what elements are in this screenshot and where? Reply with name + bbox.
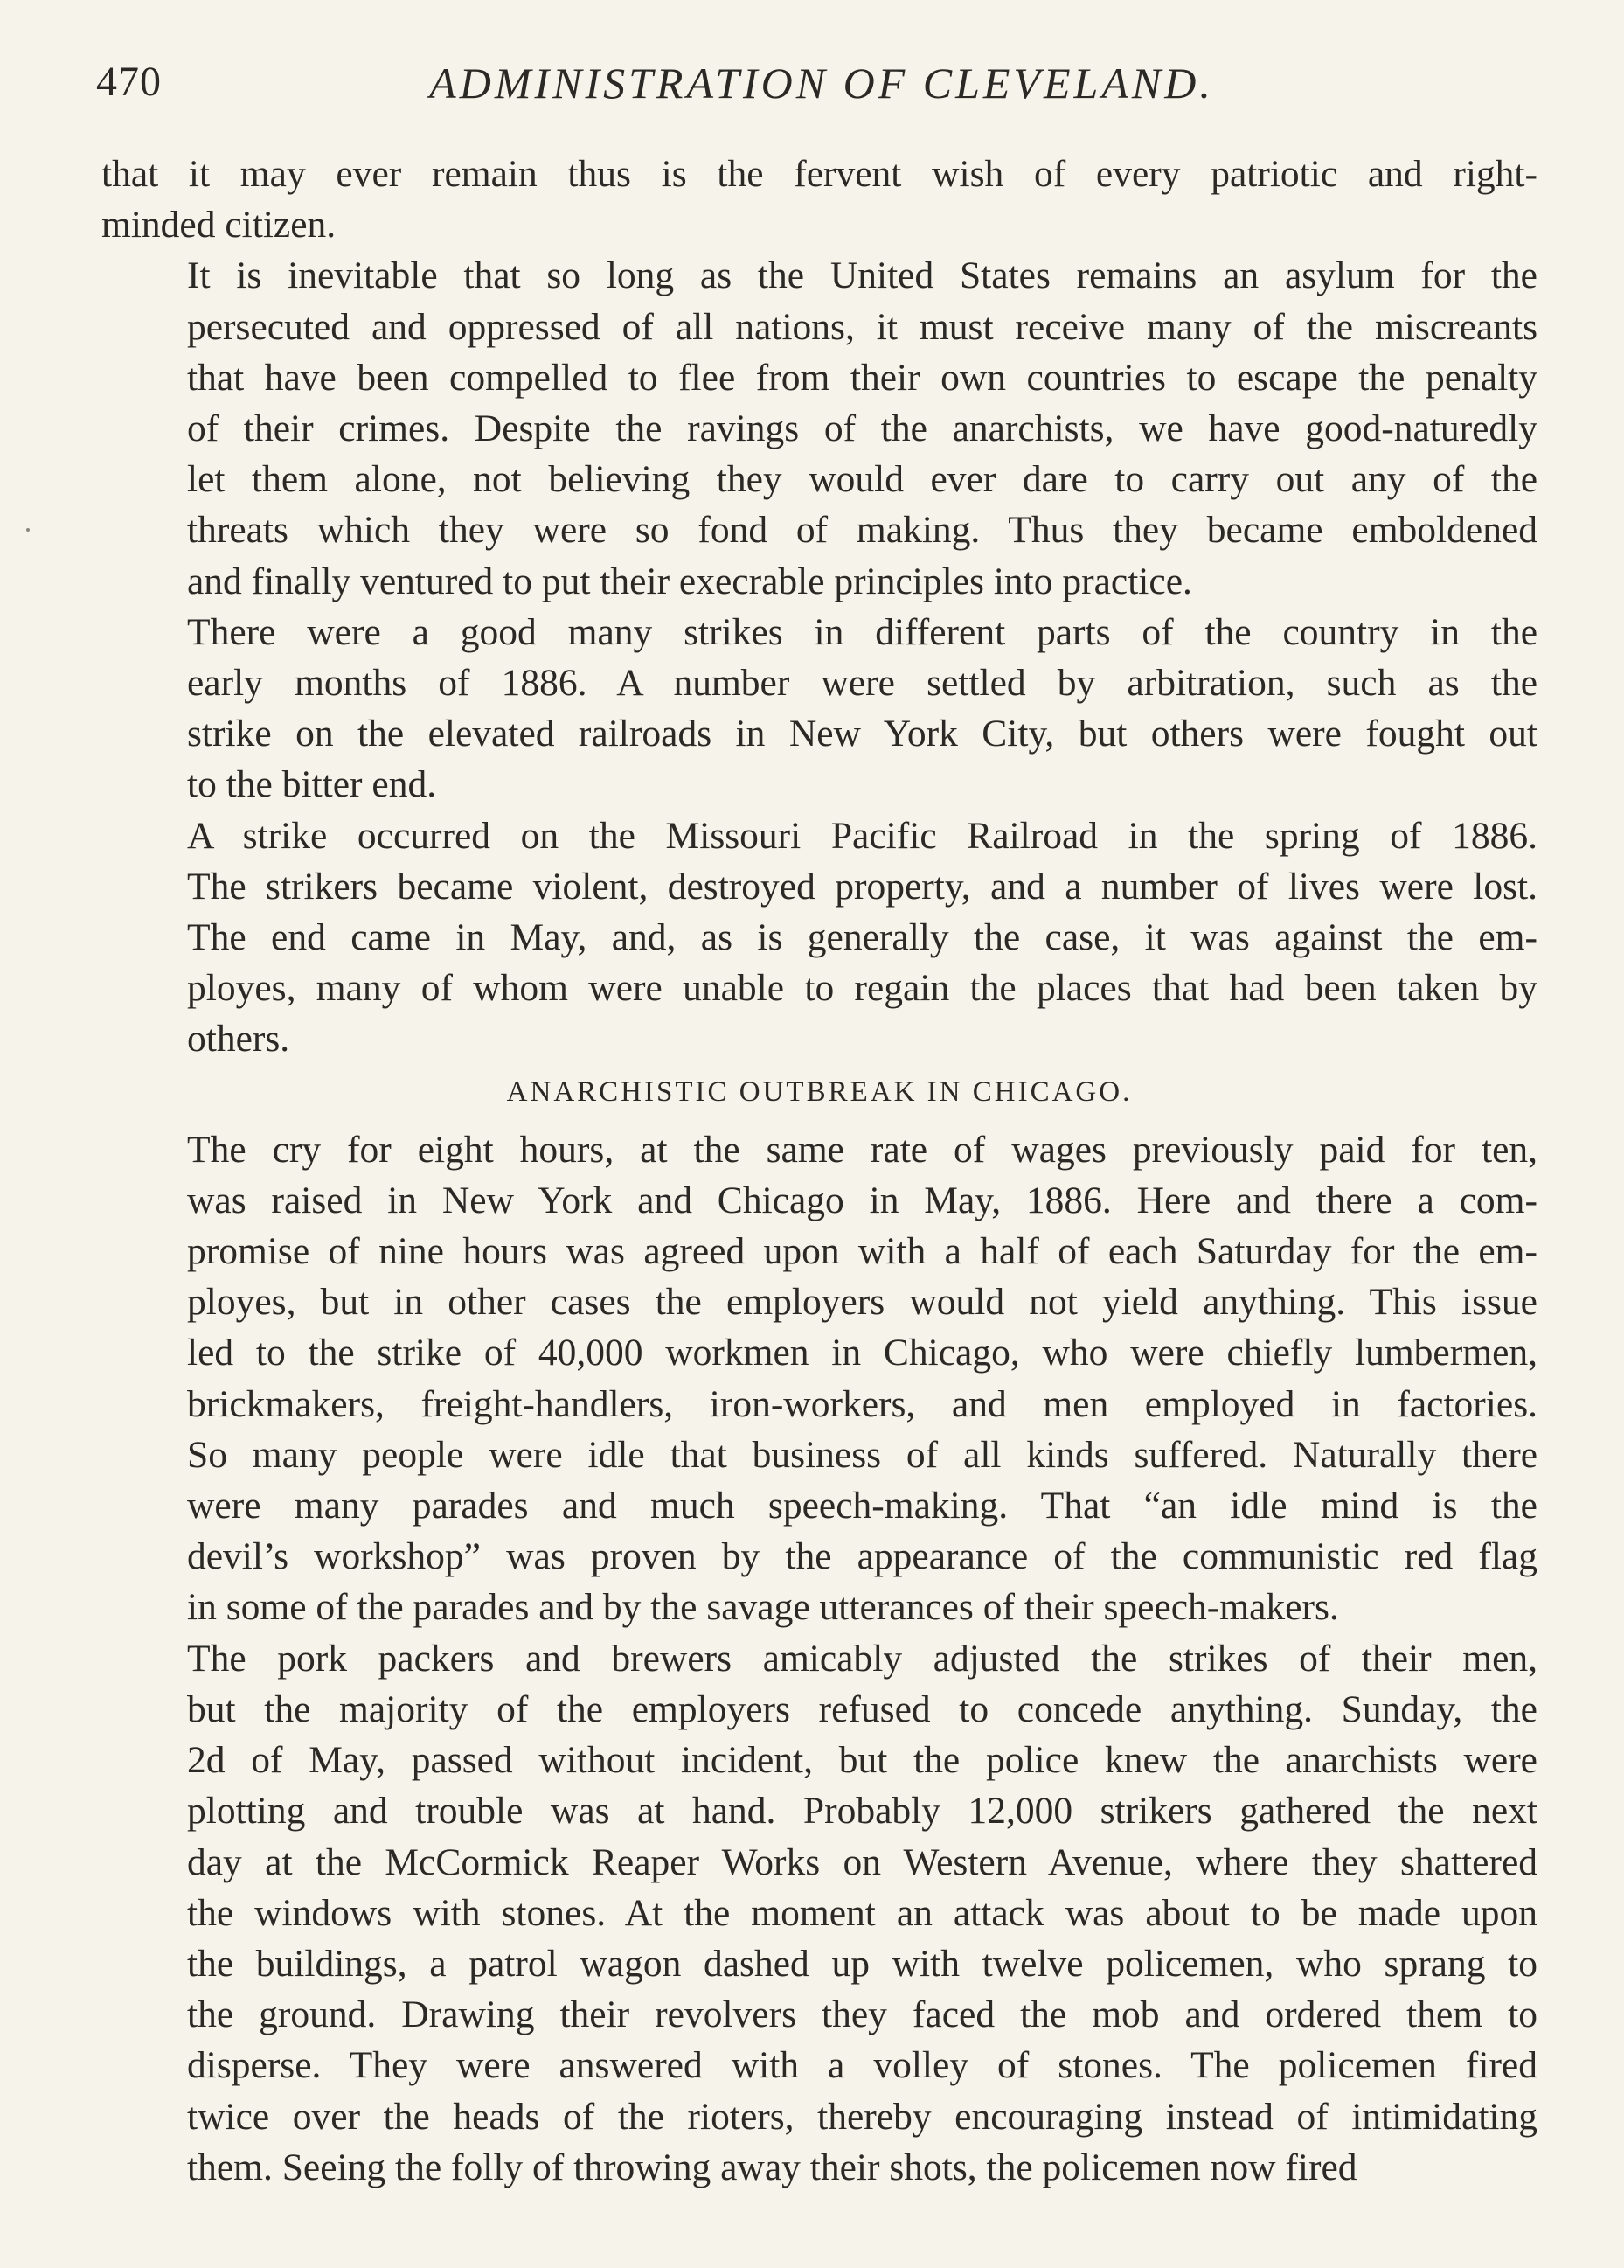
text-line: disperse. They were answered with a volley of stones. The policemen fired — [187, 2044, 1537, 2087]
text-line: but the majority of the employers refused to concede anything. Sunday, the — [187, 1687, 1537, 1730]
text-line: was raised in New York and Chicago in May, 1886. Here and there a com- — [187, 1179, 1537, 1221]
text-line: led to the strike of 40,000 workmen in Chicago, who were chiefly lumbermen, — [187, 1332, 1537, 1374]
text-line: that have been compelled to flee from their own countries to escape the penalty — [187, 356, 1537, 399]
section-paragraphs — [101, 1124, 1537, 2193]
text-line: others. — [187, 1018, 290, 1061]
text-line: of their crimes. Despite the ravings of the anarchists, we have good-naturedly — [187, 407, 1537, 450]
text-line: were many parades and much speech-making. That “an idle mind is the — [187, 1485, 1537, 1527]
text-line: twice over the heads of the rioters, thereby encouraging instead of intimidating — [187, 2095, 1537, 2138]
paragraph — [101, 149, 1537, 250]
text-line: the buildings, a patrol wagon dashed up with twelve policemen, who sprang to — [187, 1942, 1537, 1985]
text-line: in some of the parades and by the savage utterances of their speech-makers. — [187, 1586, 1339, 1629]
text-line: the windows with stones. At the moment an attack was about to be made upon — [187, 1891, 1537, 1934]
text-line: So many people were idle that business of all kinds suffered. Naturally there — [187, 1433, 1537, 1476]
text-line: early months of 1886. A number were settled by arbitration, such as the — [187, 662, 1537, 705]
text-line: 2d of May, passed without incident, but the police knew the anarchists were — [187, 1739, 1537, 1782]
running-title: ADMINISTRATION OF CLEVELAND. — [429, 59, 1214, 108]
text-line: to the bitter end. — [187, 763, 437, 806]
text-line: that it may ever remain thus is the fervent wish of every patriotic and right- — [101, 153, 1537, 195]
text-line: The strikers became violent, destroyed property, and a number of lives were lost. — [187, 865, 1537, 908]
body-text — [101, 149, 1537, 2193]
text-line: and finally ventured to put their execrable principles into practice. — [187, 560, 1192, 602]
text-line: day at the McCormick Reaper Works on Western Avenue, where they shattered — [187, 1840, 1537, 1883]
pre-section-paragraphs — [101, 149, 1537, 1065]
text-line: devil’s workshop” was proven by the appearance of the communistic red flag — [187, 1535, 1537, 1578]
paragraph — [101, 810, 1537, 1065]
text-line: A strike occurred on the Missouri Pacific Railroad in the spring of 1886. — [187, 814, 1537, 857]
text-line: them. Seeing the folly of throwing away their shots, the policemen now fired — [187, 2146, 1357, 2188]
text-line: plotting and trouble was at hand. Probably 12,000 strikers gathered the next — [187, 1790, 1537, 1833]
section-heading: ANARCHISTIC OUTBREAK IN CHICAGO. — [506, 1075, 1133, 1108]
text-line: ployes, but in other cases the employers would not yield anything. This issue — [187, 1281, 1537, 1324]
text-line: The end came in May, and, as is generally the case, it was against the em- — [187, 916, 1537, 959]
page-number: 470 — [96, 59, 162, 105]
text-line: ployes, many of whom were unable to regain the places that had been taken by — [187, 967, 1537, 1010]
text-line: promise of nine hours was agreed upon with a half of each Saturday for the em- — [187, 1230, 1537, 1273]
text-line: persecuted and oppressed of all nations, it must receive many of the miscreants — [187, 305, 1537, 348]
margin-mark — [26, 528, 30, 532]
text-line: the ground. Drawing their revolvers they faced the mob and ordered them to — [187, 1993, 1537, 2036]
paragraph — [101, 1124, 1537, 1633]
text-line: There were a good many strikes in different parts of the country in the — [187, 610, 1537, 653]
text-line: The cry for eight hours, at the same rate of wages previously paid for ten, — [187, 1128, 1537, 1171]
paragraph — [101, 1633, 1537, 2193]
paragraph — [101, 607, 1537, 810]
running-head — [96, 58, 1547, 128]
text-line: strike on the elevated railroads in New York City, but others were fought out — [187, 713, 1537, 755]
text-line: let them alone, not believing they would ever dare to carry out any of the — [187, 458, 1537, 501]
text-line: The pork packers and brewers amicably adjusted the strikes of their men, — [187, 1637, 1537, 1680]
text-line: It is inevitable that so long as the United States remains an asylum for the — [187, 254, 1537, 297]
paragraph — [101, 250, 1537, 606]
text-line: threats which they were so fond of making. Thus they became emboldened — [187, 509, 1537, 552]
text-line: brickmakers, freight-handlers, iron-workers, and men employed in factories. — [187, 1382, 1537, 1425]
text-line: minded citizen. — [101, 204, 337, 247]
